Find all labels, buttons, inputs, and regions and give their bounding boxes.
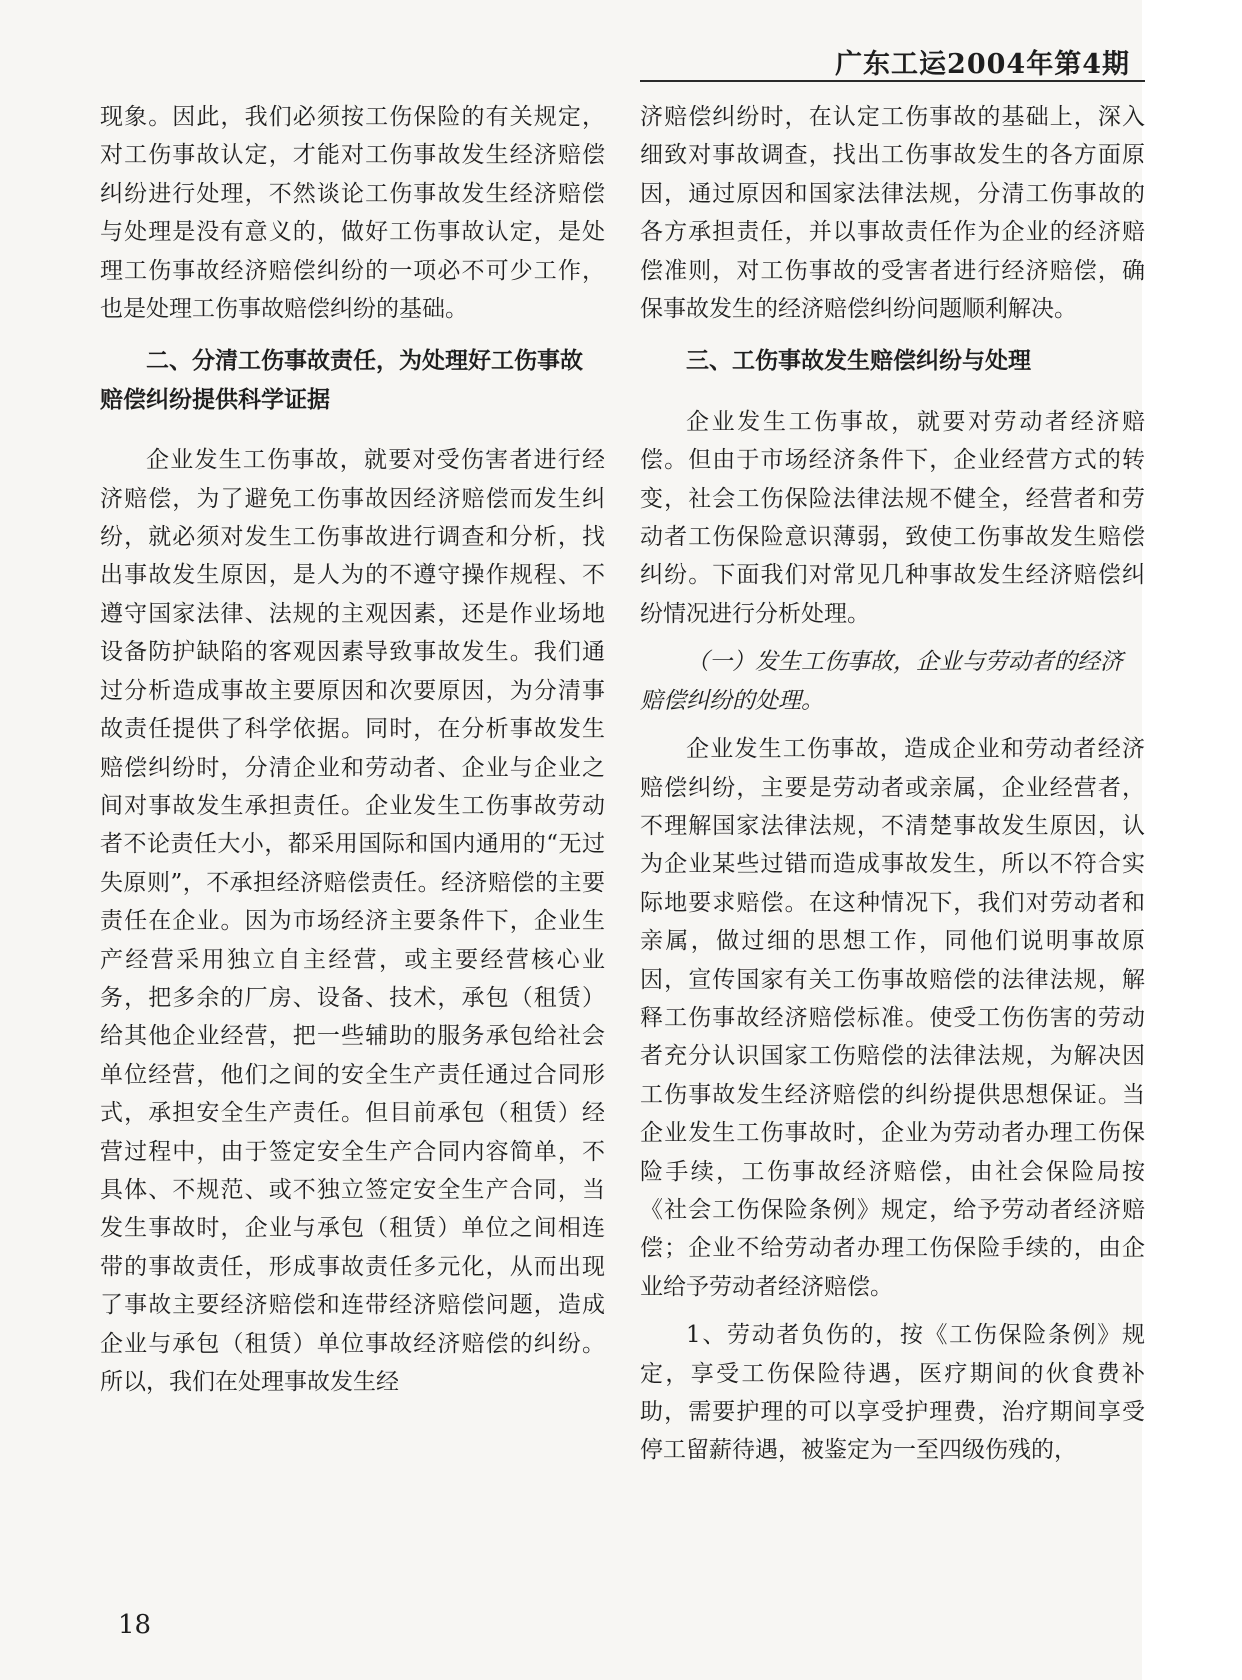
journal-header: 广东工运2004年第4期 — [835, 49, 1130, 80]
section-heading-2: 二、分清工伤事故责任，为处理好工伤事故赔偿纠纷提供科学证据 — [100, 347, 583, 413]
paragraph: 济赔偿纠纷时，在认定工伤事故的基础上，深入细致对事故调查，找出工伤事故发生的各方面原因，通过原因和国家法律法规，分清工伤事故的各方承担责任，并以事故责任作为企业的经济赔偿准则，对工伤事故的受害者进行经济赔偿，确保事故发生的经济赔偿纠纷问题顺利解决。 — [640, 104, 1145, 323]
subsection-heading-1: （一）发生工伤事故，企业与劳动者的经济赔偿纠纷的处理。 — [640, 649, 1123, 714]
section-heading-3: 三、工伤事故发生赔偿纠纷与处理 — [686, 347, 1031, 375]
left-column — [100, 98, 605, 1411]
page-number: 18 — [118, 1610, 152, 1640]
paragraph: 企业发生工伤事故，就要对受伤害者进行经济赔偿，为了避免工伤事故因经济赔偿而发生纠纷，就必须对发生工伤事故进行调查和分析，找出事故发生原因，是人为的不遵守操作规程、不遵守国家法律、法规的主观因素，还是作业场地设备防护缺陷的客观因素导致事故发生。我们通过分析造成事故主要原因和次要原因，为分清事故责任提供了科学依据。同时，在分析事故发生赔偿纠纷时，分清企业和劳动者、企业与企业之间对事故发生承担责任。企业发生工伤事故劳动者不论责任大小，都采用国际和国内通用的“无过失原则”，不承担经济赔偿责任。经济赔偿的主要责任在企业。因为市场经济主要条件下，企业生产经营采用独立自主经营，或主要经营核心业务，把多余的厂房、设备、技术，承包（租赁）给其他企业经营，把一些辅助的服务承包给社会单位经营，他们之间的安全生产责任通过合同形式，承担安全生产责任。但目前承包（租赁）经营过程中，由于签定安全生产合同内容简单，不具体、不规范、或不独立签定安全生产合同，当发生事故时，企业与承包（租赁）单位之间相连带的事故责任，形成事故责任多元化，从而出现了事故主要经济赔偿和连带经济赔偿问题，造成企业与承包（租赁）单位事故经济赔偿的纠纷。所以，我们在处理事故发生经 — [100, 447, 605, 1395]
right-column — [640, 98, 1145, 1480]
scan-margin — [1142, 0, 1242, 1680]
paragraph: 企业发生工伤事故，造成企业和劳动者经济赔偿纠纷，主要是劳动者或亲属，企业经营者，不理解国家法律法规，不清楚事故发生原因，认为企业某些过错而造成事故发生，所以不符合实际地要求赔偿。在这种情况下，我们对劳动者和亲属，做过细的思想工作，同他们说明事故原因，宣传国家有关工伤事故赔偿的法律法规，解释工伤事故经济赔偿标准。使受工伤伤害的劳动者充分认识国家工伤赔偿的法律法规，为解决因工伤事故发生经济赔偿的纠纷提供思想保证。当企业发生工伤事故时，企业为劳动者办理工伤保险手续，工伤事故经济赔偿，由社会保险局按《社会工伤保险条例》规定，给予劳动者经济赔偿；企业不给劳动者办理工伤保险手续的，由企业给予劳动者经济赔偿。 — [640, 736, 1145, 1300]
paragraph: 1、劳动者负伤的，按《工伤保险条例》规定，享受工伤保险待遇，医疗期间的伙食费补助，需要护理的可以享受护理费，治疗期间享受停工留薪待遇，被鉴定为一至四级伤残的， — [640, 1322, 1145, 1464]
paragraph: 现象。因此，我们必须按工伤保险的有关规定，对工伤事故认定，才能对工伤事故发生经济赔偿纠纷进行处理，不然谈论工伤事故发生经济赔偿与处理是没有意义的，做好工伤事故认定，是处理工伤事故经济赔偿纠纷的一项必不可少工作，也是处理工伤事故赔偿纠纷的基础。 — [100, 104, 605, 323]
paragraph: 企业发生工伤事故，就要对劳动者经济赔偿。但由于市场经济条件下，企业经营方式的转变，社会工伤保险法律法规不健全，经营者和劳动者工伤保险意识薄弱，致使工伤事故发生赔偿纠纷。下面我们对常见几种事故发生经济赔偿纠纷情况进行分析处理。 — [640, 408, 1145, 627]
header-rule — [640, 80, 1145, 82]
